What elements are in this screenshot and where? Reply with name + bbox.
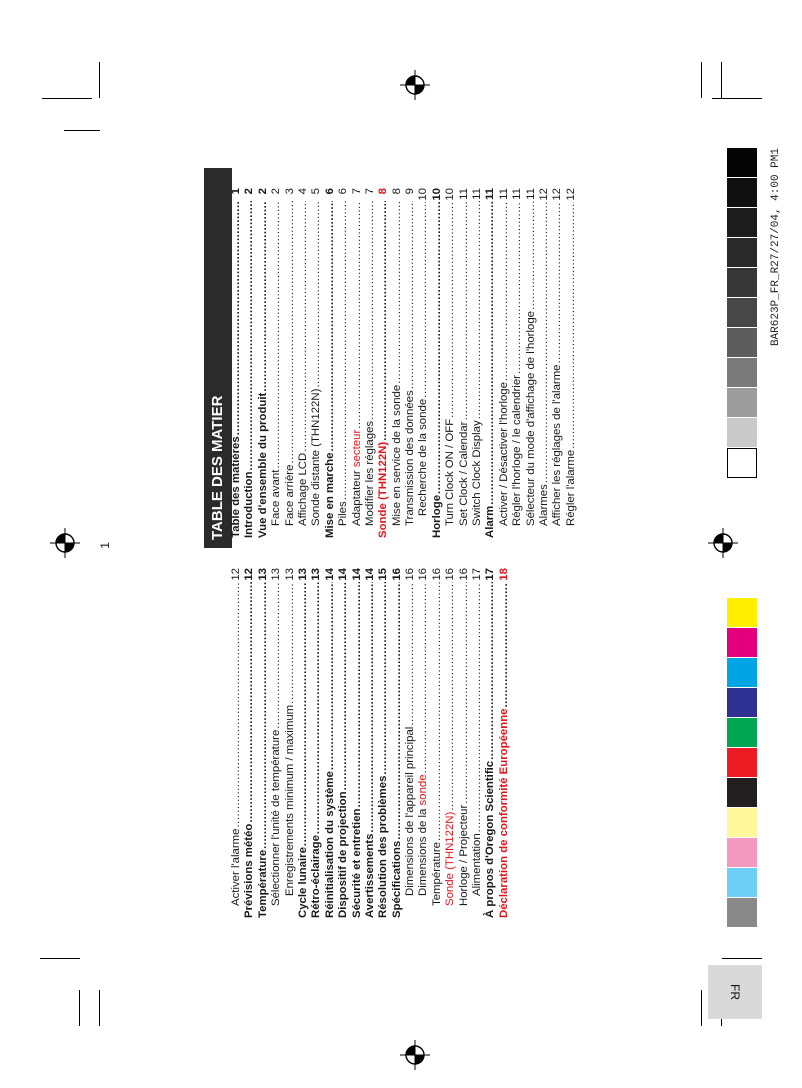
toc-leader-dots: [310, 582, 323, 834]
toc-leader-dots: [484, 201, 497, 505]
toc-entry[interactable]: [337, 568, 350, 918]
toc-entry-title: Table des matières: [230, 436, 242, 538]
toc-entry-title: Dimensions de l'appareil principal: [404, 726, 417, 896]
toc-entry-title: Sonde (THN122N): [377, 441, 390, 538]
toc-leader-dots: [404, 582, 417, 726]
toc-entry[interactable]: [364, 188, 377, 538]
toc-leader-dots: [471, 582, 484, 833]
toc-entry-title: Recherche de la sonde: [417, 398, 430, 516]
toc-leader-dots: [270, 201, 283, 469]
toc-leader-dots: [270, 582, 283, 729]
toc-entry[interactable]: [377, 188, 390, 538]
toc-leader-dots: [511, 201, 524, 374]
toc-page-number: 10: [430, 188, 443, 201]
crop-mark: [79, 990, 80, 1026]
toc-leader-dots: [551, 202, 564, 364]
color-swatch: [727, 748, 757, 778]
color-calibration-bar: [727, 598, 757, 928]
toc-entry-title: Sélectionner l'unité de température: [270, 729, 283, 906]
toc-entry[interactable]: [391, 568, 404, 918]
toc-entry[interactable]: [270, 568, 283, 918]
toc-entry-title: Spécifications: [390, 840, 403, 918]
toc-entry[interactable]: [270, 188, 283, 538]
gray-swatch: [727, 358, 757, 388]
toc-entry-title: Vue d'ensemble du produit: [256, 392, 269, 538]
gray-swatch: [727, 238, 757, 268]
crop-mark: [42, 98, 92, 99]
toc-entry-title: Résolution des problèmes: [377, 775, 390, 918]
toc-entry[interactable]: [565, 188, 578, 538]
toc-page-number: 2: [243, 188, 256, 195]
language-tab: FR: [708, 965, 762, 1019]
color-swatch: [727, 598, 757, 628]
toc-leader-dots: [230, 201, 243, 435]
toc-entry-title: Sélecteur du mode d'affichage de l'horloge: [524, 310, 537, 526]
toc-page-number: 2: [256, 188, 269, 195]
toc-entry[interactable]: [417, 568, 430, 918]
toc-entry-title: Sonde distante (THN122N): [310, 388, 323, 526]
toc-entry[interactable]: [364, 568, 377, 918]
crop-mark: [721, 62, 722, 98]
toc-page-number: 15: [377, 568, 390, 581]
toc-leader-dots: [230, 582, 243, 828]
toc-entry[interactable]: [243, 568, 256, 918]
toc-page-number: 12: [537, 188, 550, 201]
toc-page-number: 11: [457, 188, 470, 200]
toc-leader-dots: [257, 201, 270, 392]
toc-entry-title: Modifier les réglages: [363, 420, 376, 526]
toc-page-number: 6: [323, 188, 336, 195]
toc-entry-title: Affichage LCD: [296, 452, 309, 526]
toc-entry-title: Piles: [337, 501, 350, 526]
toc-leader-dots: [364, 201, 377, 420]
toc-page-number: 8: [390, 188, 403, 195]
toc-leader-dots: [243, 582, 256, 823]
toc-entry[interactable]: [351, 568, 364, 918]
toc-leader-dots: [257, 582, 270, 849]
toc-entry-title: Cycle lunaire: [296, 847, 309, 918]
toc-entry[interactable]: [324, 568, 337, 918]
toc-leader-dots: [458, 582, 471, 804]
crop-mark: [40, 958, 80, 959]
toc-page-number: 11: [471, 188, 484, 200]
toc-entry[interactable]: [471, 188, 484, 538]
toc-entry[interactable]: [284, 568, 297, 918]
toc-entry-title: Enregistrements minimum / maximum: [283, 704, 296, 896]
toc-entry-title: Activer / Désactiver l'horloge: [497, 382, 510, 526]
toc-leader-dots: [391, 201, 404, 384]
page-title: TABLE DES MATIER: [204, 168, 232, 548]
toc-page-number: 7: [350, 188, 363, 195]
toc-leader-dots: [324, 582, 337, 770]
toc-page-number: 6: [337, 188, 350, 195]
toc-leader-dots: [351, 582, 364, 808]
crop-mark: [64, 130, 100, 131]
toc-entry-title: Face avant: [270, 469, 283, 526]
toc-page-number: 14: [323, 568, 336, 581]
toc-entry[interactable]: [297, 188, 310, 538]
registration-mark-icon: [708, 528, 738, 558]
toc-entry-title: Dispositif de projection: [337, 791, 350, 918]
gray-swatch: [727, 298, 757, 328]
toc-page-number: 16: [444, 568, 457, 581]
toc-entry-title: Set Clock / Calendar: [457, 421, 470, 526]
toc-left-column: [230, 188, 578, 538]
toc-entry-title: Afficher les réglages de l'alarme: [551, 364, 564, 526]
toc-entry-title: Prévisions météo: [243, 823, 256, 918]
toc-page-number: 11: [511, 188, 524, 200]
crop-mark: [701, 990, 702, 1026]
toc-page-number: 16: [390, 568, 403, 581]
toc-page-number: 13: [270, 568, 283, 581]
toc-entry[interactable]: [431, 568, 444, 918]
toc-entry-title: Alarmes: [537, 484, 550, 526]
toc-page-number: 5: [310, 188, 323, 195]
toc-page-number: 4: [296, 188, 309, 195]
toc-page-number: 16: [430, 568, 443, 581]
gray-swatch: [727, 388, 757, 418]
toc-page-number: 13: [296, 568, 309, 581]
toc-page-number: 11: [524, 188, 537, 200]
toc-page-number: 12: [551, 188, 564, 201]
print-slug: BAR623P_FR_R27/27/04, 4:00 PM1: [770, 148, 782, 347]
toc-leader-dots: [538, 202, 551, 484]
gray-swatch: [727, 208, 757, 238]
toc-page-number: 11: [497, 188, 510, 200]
toc-leader-dots: [498, 582, 511, 708]
toc-leader-dots: [565, 202, 578, 449]
toc-entry[interactable]: [417, 188, 430, 538]
crop-mark: [712, 98, 762, 99]
toc-leader-dots: [284, 582, 297, 704]
toc-entry-title: Rétro-éclairage: [310, 835, 323, 918]
color-swatch: [727, 898, 757, 928]
toc-entry-title: Réinitialisation du système: [323, 771, 336, 918]
color-swatch: [727, 808, 757, 838]
toc-entry[interactable]: [404, 568, 417, 918]
toc-leader-dots: [337, 582, 350, 791]
toc-entry-title: Horloge / Projecteur: [457, 804, 470, 906]
toc-page-number: 13: [283, 568, 296, 581]
toc-entry[interactable]: [511, 188, 524, 538]
toc-entry[interactable]: [538, 188, 551, 538]
toc-entry[interactable]: [243, 188, 256, 538]
toc-entry[interactable]: [458, 568, 471, 918]
toc-page-number: 7: [363, 188, 376, 195]
toc-right-column: [230, 568, 511, 918]
toc-entry[interactable]: [284, 188, 297, 538]
toc-leader-dots: [444, 202, 457, 418]
toc-leader-dots: [377, 201, 390, 441]
toc-entry-title: Avertissements: [363, 833, 376, 918]
toc-page-number: 16: [417, 568, 430, 581]
toc-page-number: 12: [564, 188, 577, 201]
toc-entry[interactable]: [230, 568, 243, 918]
toc-entry-title: Switch Clock Display: [471, 420, 484, 526]
toc-leader-dots: [471, 201, 484, 419]
toc-page-number: 10: [417, 188, 430, 201]
color-swatch: [727, 778, 757, 808]
toc-page-number: 17: [484, 568, 497, 581]
toc-page-number: 2: [270, 188, 283, 195]
toc-entry[interactable]: [310, 568, 323, 918]
toc-entry-title: Régler l'horloge / le calendrier: [511, 375, 524, 526]
toc-entry[interactable]: [484, 188, 497, 538]
toc-page-number: 8: [377, 188, 390, 195]
toc-leader-dots: [297, 582, 310, 846]
toc-leader-dots: [351, 201, 364, 429]
toc-page-number: 3: [283, 188, 296, 195]
toc-leader-dots: [431, 582, 444, 841]
toc-entry-title: Température: [256, 849, 269, 918]
toc-leader-dots: [525, 201, 538, 310]
registration-mark-icon: [400, 1040, 430, 1070]
toc-entry[interactable]: [297, 568, 310, 918]
toc-leader-dots: [324, 201, 337, 452]
color-swatch: [727, 868, 757, 898]
toc-leader-dots: [297, 201, 310, 452]
toc-entry-title: Sécurité et entretien: [350, 808, 363, 918]
toc-entry[interactable]: [310, 188, 323, 538]
registration-mark-icon: [400, 70, 430, 100]
toc-entry-title: Transmission des données: [404, 390, 417, 526]
toc-entry-title: Mise en marche: [323, 452, 336, 538]
toc-entry[interactable]: [257, 568, 270, 918]
toc-leader-dots: [391, 582, 404, 840]
toc-entry-title: Turn Clock ON / OFF: [444, 418, 457, 526]
toc-leader-dots: [404, 201, 417, 389]
gray-swatch: [727, 418, 757, 448]
gray-calibration-bar: [727, 148, 757, 478]
toc-leader-dots: [417, 202, 430, 398]
toc-entry[interactable]: [351, 188, 364, 538]
toc-page-number: 14: [337, 568, 350, 581]
toc-entry[interactable]: [498, 188, 511, 538]
toc-page-number: 18: [497, 568, 510, 581]
toc-entry[interactable]: [324, 188, 337, 538]
toc-entry[interactable]: [391, 188, 404, 538]
toc-entry[interactable]: [337, 188, 350, 538]
toc-leader-dots: [364, 582, 377, 833]
toc-entry-title: Régler l'alarme: [564, 449, 577, 526]
toc-page-number: 10: [444, 188, 457, 201]
crop-mark: [99, 62, 100, 98]
toc-page-number: 12: [230, 568, 242, 581]
registration-mark-icon: [50, 528, 80, 558]
toc-entry-title: Déclaration de conformité Européenne: [497, 708, 510, 918]
color-swatch: [727, 718, 757, 748]
toc-page-number: 16: [457, 568, 470, 581]
color-swatch: [727, 658, 757, 688]
toc-leader-dots: [431, 202, 444, 494]
toc-page-number: 14: [363, 568, 376, 581]
color-swatch: [727, 688, 757, 718]
toc-page-number: 9: [404, 188, 417, 195]
toc-page-number: 17: [471, 568, 484, 581]
crop-mark: [99, 990, 100, 1026]
toc-page-number: 1: [230, 188, 242, 195]
toc-leader-dots: [310, 201, 323, 388]
toc-leader-dots: [337, 201, 350, 500]
toc-entry-title: Horloge: [430, 494, 443, 538]
toc-leader-dots: [417, 582, 430, 774]
toc-entry[interactable]: [458, 188, 471, 538]
toc-leader-dots: [484, 582, 497, 760]
toc-leader-dots: [243, 201, 256, 471]
toc-leader-dots: [284, 201, 297, 464]
page-number: 1: [98, 542, 112, 549]
gray-swatch: [727, 268, 757, 298]
toc-entry[interactable]: [404, 188, 417, 538]
toc-entry[interactable]: [431, 188, 444, 538]
toc-entry[interactable]: [525, 188, 538, 538]
toc-page-number: 11: [484, 188, 497, 201]
toc-entry[interactable]: [377, 568, 390, 918]
gray-swatch: [727, 178, 757, 208]
toc-entry[interactable]: [498, 568, 511, 918]
toc-leader-dots: [498, 201, 511, 381]
color-swatch: [727, 838, 757, 868]
toc-page-number: 13: [256, 568, 269, 581]
toc-entry-title: Dimensions de la sonde: [417, 774, 430, 896]
toc-entry-title: Adaptateur secteur: [350, 429, 363, 526]
toc-entry[interactable]: [444, 188, 457, 538]
toc-entry[interactable]: [230, 188, 243, 538]
toc-page-number: 12: [243, 568, 256, 581]
toc-entry-title: Introduction: [243, 471, 256, 538]
toc-page-number: 14: [350, 568, 363, 581]
toc-entry[interactable]: [471, 568, 484, 918]
toc-leader-dots: [458, 201, 471, 421]
toc-entry[interactable]: [484, 568, 497, 918]
toc-entry-title: Température: [430, 842, 443, 906]
toc-entry[interactable]: [444, 568, 457, 918]
toc-entry[interactable]: [257, 188, 270, 538]
gray-swatch: [727, 328, 757, 358]
toc-entry-title: Alarm: [484, 505, 497, 538]
toc-page-number: 13: [310, 568, 323, 581]
toc-entry-title: Sonde (THN122N): [444, 811, 457, 906]
gray-swatch: [727, 448, 757, 478]
color-swatch: [727, 628, 757, 658]
toc-entry-title: Mise en service de la sonde: [390, 384, 403, 526]
toc-entry-title: Alimentation: [471, 833, 484, 896]
toc-leader-dots: [444, 582, 457, 811]
toc-entry-title: Face arrière: [283, 464, 296, 526]
toc-entry[interactable]: [551, 188, 564, 538]
toc-entry-title: Activer l'alarme: [230, 828, 242, 906]
toc-entry-title: À propos d'Oregon Scientific: [484, 760, 497, 918]
toc-page-number: 16: [404, 568, 417, 581]
crop-mark: [722, 958, 762, 959]
crop-mark: [701, 62, 702, 98]
gray-swatch: [727, 148, 757, 178]
toc-leader-dots: [377, 582, 390, 775]
